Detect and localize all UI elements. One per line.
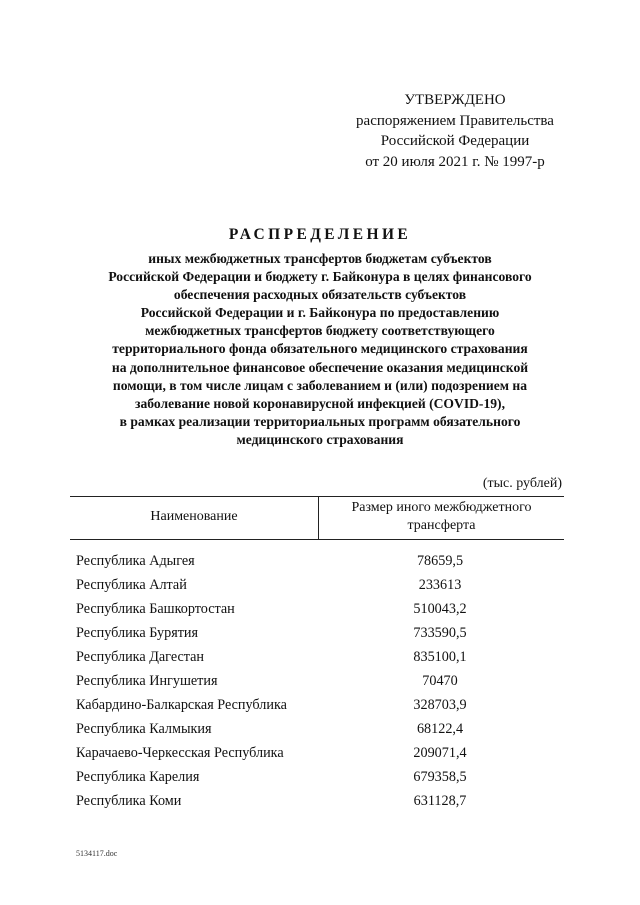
- region-name: Республика Башкортостан: [76, 601, 235, 617]
- header-size-line: Размер иного межбюджетного: [351, 500, 532, 515]
- table-header: [70, 497, 564, 540]
- table-row: [70, 718, 564, 742]
- table-row: [70, 574, 564, 598]
- transfer-value: 70470: [422, 673, 458, 689]
- table-row: [70, 670, 564, 694]
- transfer-value: 328703,9: [413, 697, 467, 713]
- region-name: Республика Бурятия: [76, 625, 199, 641]
- subtitle-line: иных межбюджетных трансфертов бюджетам субъектов: [148, 251, 492, 266]
- transfer-value: 78659,5: [416, 553, 464, 569]
- distribution-table: [70, 496, 564, 809]
- transfer-value: 233613: [418, 577, 462, 593]
- units-label: (тыс. рублей): [482, 476, 562, 491]
- table-row: [70, 742, 564, 766]
- region-name: Республика Алтай: [76, 577, 187, 593]
- file-reference: 5134117.doc: [76, 849, 118, 858]
- region-name: Карачаево-Черкесская Республика: [76, 745, 284, 761]
- table-row: [70, 694, 564, 718]
- approval-line: Российской Федерации: [380, 133, 530, 149]
- table-row: [70, 646, 564, 670]
- subtitle-line: межбюджетных трансфертов бюджету соответствующего: [145, 323, 495, 339]
- header-size: [319, 499, 564, 535]
- subtitle-line: заболевание новой коронавирусной инфекцией (COVID-19),: [135, 395, 505, 411]
- document-subtitle: [70, 250, 570, 449]
- approval-block: [330, 90, 580, 172]
- document-title: РАСПРЕДЕЛЕНИЕ: [228, 226, 412, 243]
- region-name: Республика Адыгея: [76, 553, 195, 569]
- header-size-line: трансферта: [407, 518, 476, 533]
- transfer-value: 68122,4: [416, 721, 464, 737]
- subtitle-line: территориального фонда обязательного медицинского страхования: [112, 341, 528, 357]
- approval-line: распоряжением Правительства: [356, 112, 554, 129]
- region-name: Республика Ингушетия: [76, 673, 218, 689]
- table-body: [70, 550, 564, 814]
- transfer-value: 631128,7: [413, 793, 467, 809]
- table-row: [70, 550, 564, 574]
- region-name: Кабардино-Балкарская Республика: [76, 697, 287, 713]
- subtitle-line: обеспечения расходных обязательств субъектов: [173, 287, 467, 303]
- subtitle-line: Российской Федерации и г. Байконура по предоставлению: [140, 305, 500, 321]
- transfer-value: 679358,5: [413, 769, 467, 785]
- transfer-value: 209071,4: [413, 745, 467, 761]
- subtitle-line: в рамках реализации территориальных программ обязательного: [119, 413, 521, 429]
- subtitle-line: Российской Федерации и бюджету г. Байконура в целях финансового: [108, 269, 532, 285]
- region-name: Республика Коми: [76, 793, 182, 809]
- region-name: Республика Карелия: [76, 769, 200, 785]
- transfer-value: 835100,1: [413, 649, 467, 665]
- region-name: Республика Калмыкия: [76, 721, 212, 737]
- header-name: Наименование: [150, 509, 238, 524]
- table-row: [70, 766, 564, 790]
- transfer-value: 733590,5: [413, 625, 467, 641]
- table-row: [70, 790, 564, 814]
- approval-heading: УТВЕРЖДЕНО: [404, 92, 506, 108]
- region-name: Республика Дагестан: [76, 649, 205, 665]
- transfer-value: 510043,2: [413, 601, 467, 617]
- table-row: [70, 598, 564, 622]
- subtitle-line: помощи, в том числе лицам с заболеванием и (или) подозрением на: [112, 377, 528, 393]
- approval-date: от 20 июля 2021 г. № 1997-р: [365, 153, 545, 170]
- subtitle-line: медицинского страхования: [236, 431, 404, 447]
- table-row: [70, 622, 564, 646]
- subtitle-line: на дополнительное финансовое обеспечение оказания медицинской: [111, 359, 529, 375]
